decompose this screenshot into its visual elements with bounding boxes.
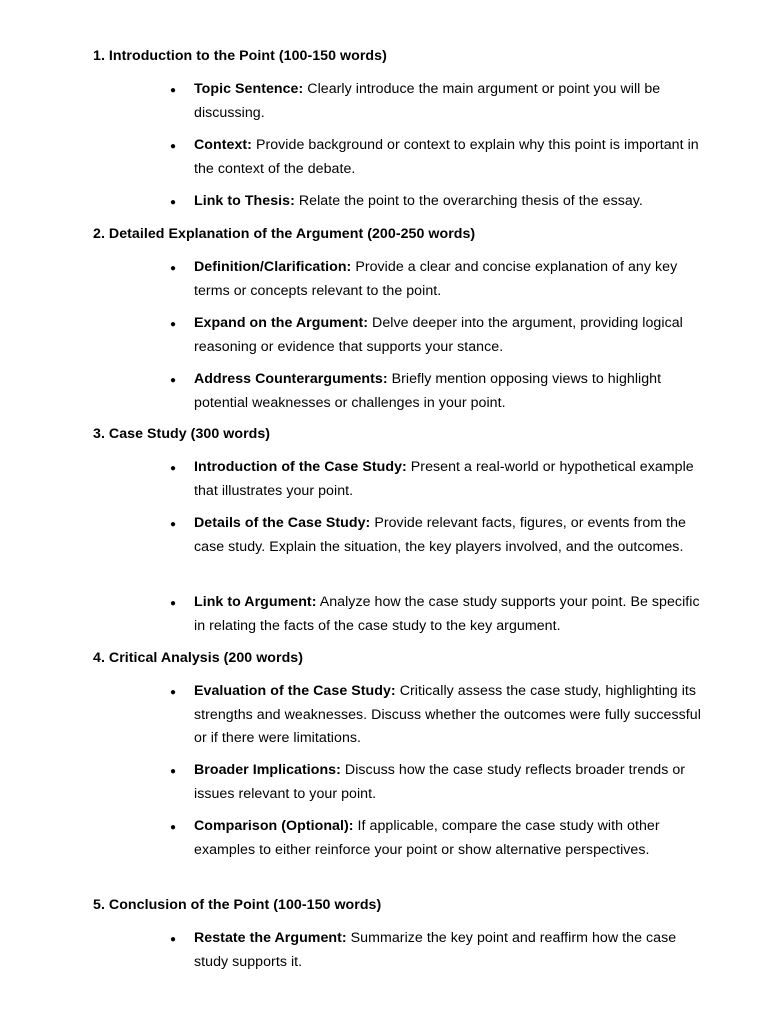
item-text: Provide background or context to explain why this point is important in the context of the debate. [194, 137, 699, 177]
bullet-icon: ● [170, 197, 177, 208]
item-text: Provide relevant facts, figures, or events from the case study. Explain the situation, the key players involved, and the outcomes. [194, 515, 686, 555]
bullet-icon: ● [170, 766, 177, 777]
item-label: Introduction of the Case Study: [194, 459, 407, 475]
item-label: Definition/Clarification: [194, 259, 352, 275]
item-label: Comparison (Optional): [194, 818, 354, 834]
item-label: Link to Thesis: [194, 193, 295, 209]
item-label: Context: [194, 137, 252, 153]
item-label: Details of the Case Study: [194, 515, 371, 531]
bullet-icon: ● [170, 263, 177, 274]
section-heading: 5. Conclusion of the Point (100-150 words) [93, 897, 382, 913]
bullet-icon: ● [170, 822, 177, 833]
item-text: Briefly mention opposing views to highlight potential weaknesses or challenges in your point. [194, 371, 662, 411]
item-label: Link to Argument: [194, 594, 317, 610]
bullet-icon: ● [170, 141, 177, 152]
item-label: Evaluation of the Case Study: [194, 683, 396, 699]
bullet-icon: ● [170, 519, 177, 530]
bullet-icon: ● [170, 934, 177, 945]
item-text: If applicable, compare the case study with other examples to either reinforce your point or show alternative perspectives. [194, 818, 660, 858]
item-label: Broader Implications: [194, 762, 341, 778]
item-text: Provide a clear and concise explanation of any key terms or concepts relevant to the point. [194, 259, 678, 299]
item-label: Address Counterarguments: [194, 371, 388, 387]
item-text: Critically assess the case study, highlighting its strengths and weaknesses. Discuss whether the outcomes were fully successful or if there were limitations. [194, 683, 701, 746]
bullet-icon: ● [170, 598, 177, 609]
item-text: Clearly introduce the main argument or point you will be discussing. [194, 81, 661, 121]
bullet-icon: ● [170, 85, 177, 96]
section-heading: 2. Detailed Explanation of the Argument (200-250 words) [93, 226, 476, 242]
item-text: Present a real-world or hypothetical example that illustrates your point. [194, 459, 694, 499]
bullet-icon: ● [170, 463, 177, 474]
item-text: Relate the point to the overarching thesis of the essay. [298, 193, 643, 209]
item-text: Analyze how the case study supports your point. Be specific in relating the facts of the case study to the key argument. [194, 594, 700, 634]
section-heading: 3. Case Study (300 words) [93, 426, 271, 442]
item-text: Delve deeper into the argument, providing logical reasoning or evidence that supports your stance. [194, 315, 683, 355]
bullet-icon: ● [170, 687, 177, 698]
item-label: Expand on the Argument: [194, 315, 369, 331]
section-heading: 4. Critical Analysis (200 words) [93, 650, 304, 666]
item-label: Restate the Argument: [194, 930, 347, 946]
item-text: Discuss how the case study reflects broader trends or issues relevant to your point. [194, 762, 686, 802]
item-text: Summarize the key point and reaffirm how the case study supports it. [194, 930, 677, 970]
bullet-icon: ● [170, 375, 177, 386]
section-heading: 1. Introduction to the Point (100-150 words) [93, 48, 387, 64]
item-label: Topic Sentence: [194, 81, 304, 97]
bullet-icon: ● [170, 319, 177, 330]
